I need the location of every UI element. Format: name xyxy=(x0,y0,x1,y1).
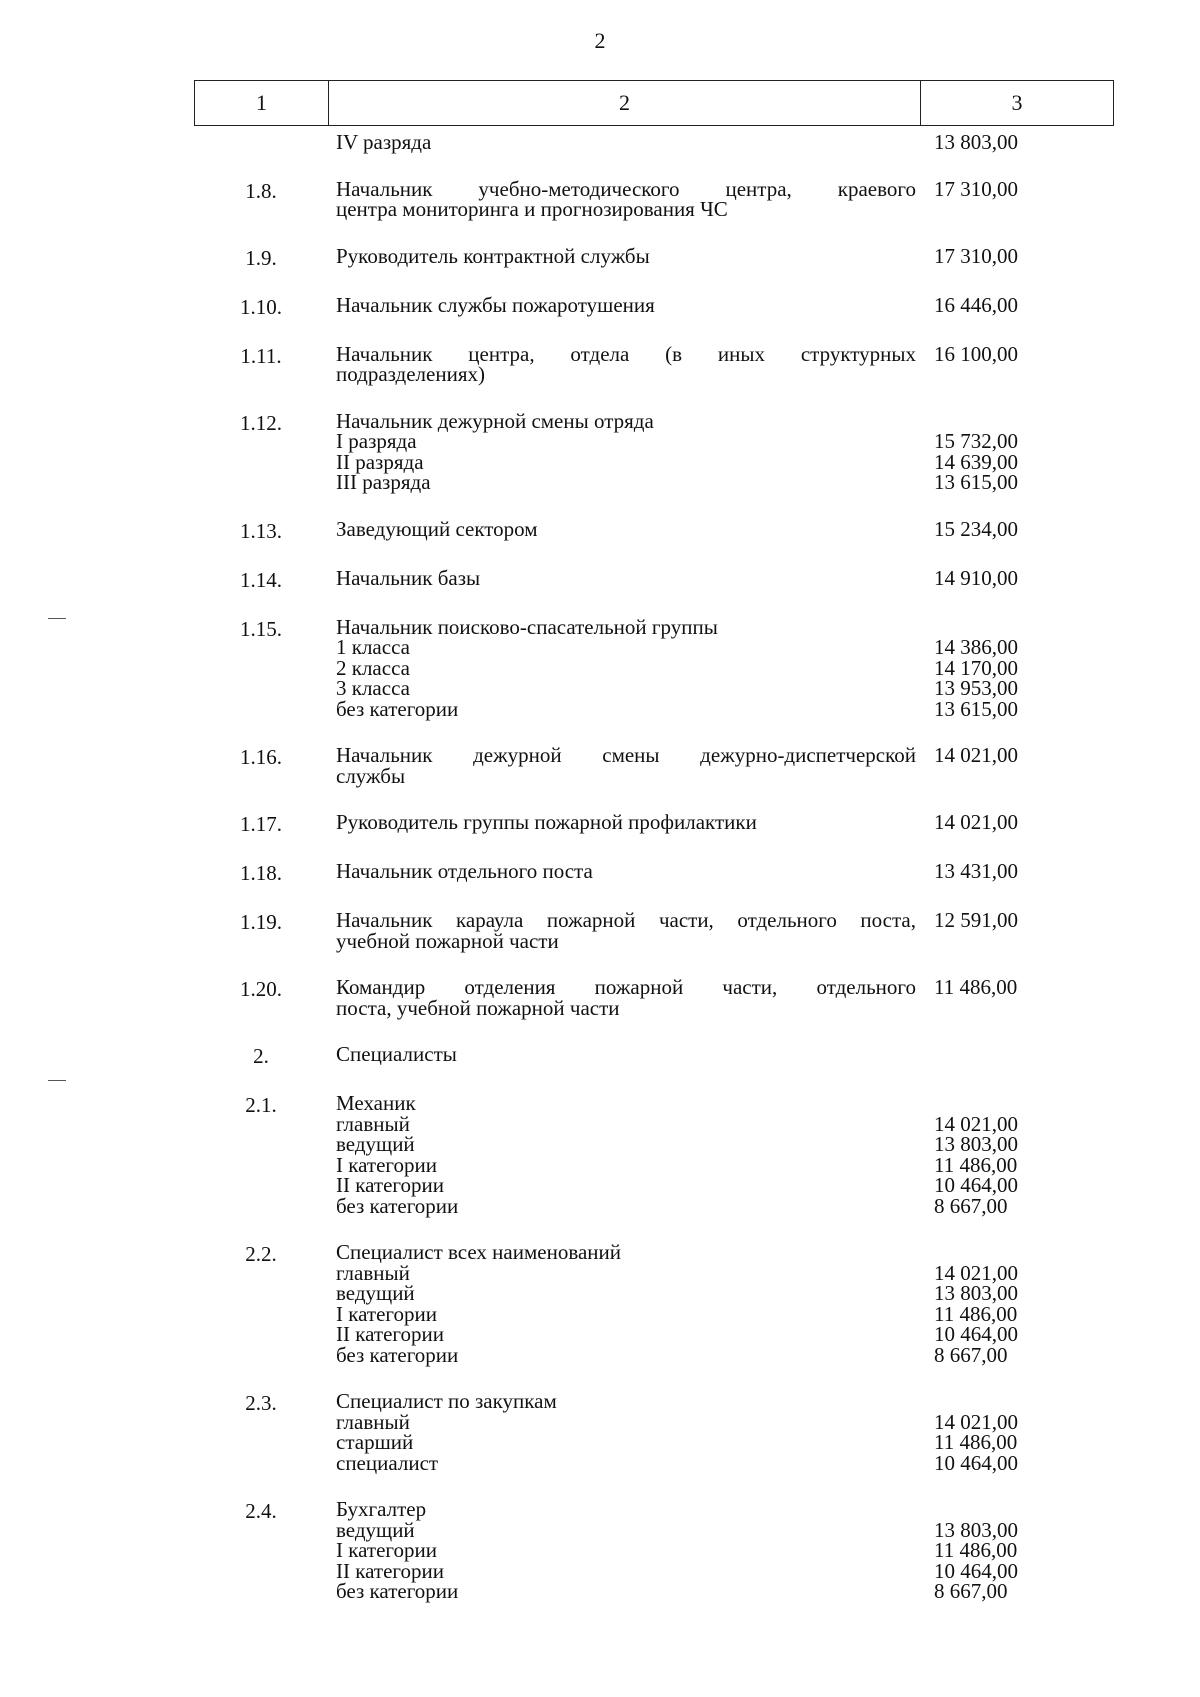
salary-value: 11 486,00 xyxy=(934,1430,1018,1454)
row-line xyxy=(336,743,1018,767)
position-title: Специалист по закупкам xyxy=(336,1389,557,1413)
salary-value: 14 170,00 xyxy=(934,655,1018,680)
row-spacer xyxy=(194,1365,1114,1391)
row-content xyxy=(194,565,1018,591)
salary-value: 17 310,00 xyxy=(934,243,1018,268)
salary-value xyxy=(916,766,934,787)
row-line xyxy=(336,975,1018,999)
table-row xyxy=(194,176,1114,221)
salary-value xyxy=(916,1044,934,1065)
table-row xyxy=(194,243,1114,270)
row-content xyxy=(194,341,1018,386)
table-body xyxy=(194,132,1114,1602)
row-line xyxy=(336,449,1018,474)
row-content xyxy=(194,975,1018,1020)
salary-value: 15 732,00 xyxy=(934,429,1018,453)
row-number: 1.9. xyxy=(245,245,277,270)
position-title: Начальник службы пожаротушения xyxy=(336,292,655,317)
row-content xyxy=(194,859,1018,884)
row-content xyxy=(194,176,1018,221)
position-title: Начальник дежурной смены отряда xyxy=(336,408,654,433)
row-line xyxy=(336,1450,1018,1475)
salary-value: 17 310,00 xyxy=(934,176,1018,201)
row-line xyxy=(336,1260,1018,1285)
position-title: Начальник караула пожарной части, отдельного поста, xyxy=(336,908,916,932)
row-line xyxy=(336,1342,1008,1367)
salary-value: 10 464,00 xyxy=(934,1558,1018,1583)
salary-value xyxy=(916,617,934,638)
salary-value: 14 021,00 xyxy=(934,810,1018,834)
row-line xyxy=(336,364,920,385)
salary-value: 14 021,00 xyxy=(934,1260,1018,1285)
row-spacer xyxy=(194,269,1114,295)
row-content xyxy=(194,243,1018,269)
position-title: IV разряда xyxy=(336,130,432,154)
row-number: 1.18. xyxy=(240,861,282,885)
salary-value: 16 100,00 xyxy=(934,341,1018,366)
row-number: 2.3. xyxy=(245,1391,277,1415)
row-line xyxy=(336,1409,1018,1434)
position-title: ведущий xyxy=(336,1281,415,1305)
salary-value: 15 234,00 xyxy=(934,516,1018,541)
position-title: I категории xyxy=(336,1301,437,1326)
row-number: 2.1. xyxy=(245,1093,277,1117)
table-row xyxy=(194,565,1114,592)
salary-value: 16 446,00 xyxy=(934,292,1018,317)
row-content xyxy=(194,1497,1018,1603)
row-line xyxy=(336,1499,920,1520)
salary-value xyxy=(916,199,934,220)
position-title: Специалисты xyxy=(336,1042,457,1066)
salary-value: 8 667,00 xyxy=(934,1193,1008,1218)
row-number: 1.14. xyxy=(240,567,282,592)
row-number: 1.11. xyxy=(240,343,282,368)
row-line xyxy=(336,696,1018,721)
row-line xyxy=(336,429,1018,453)
row-spacer xyxy=(194,1018,1114,1044)
position-title: Бухгалтер xyxy=(336,1497,427,1521)
table-header xyxy=(194,80,1114,126)
position-title: старший xyxy=(336,1430,414,1454)
position-title: Командир отделения пожарной части, отдельного xyxy=(336,975,916,999)
position-title: Руководитель контрактной службы xyxy=(336,243,650,268)
table-row xyxy=(194,745,1114,786)
row-line xyxy=(336,199,920,220)
row-line xyxy=(336,130,1018,154)
row-spacer xyxy=(194,786,1114,812)
row-line xyxy=(336,1430,1018,1454)
row-line xyxy=(336,408,920,433)
salary-value: 13 803,00 xyxy=(934,1132,1018,1156)
row-spacer xyxy=(194,318,1114,344)
scan-artifact xyxy=(48,618,66,619)
position-title: службы xyxy=(336,763,406,788)
position-title: центра мониторинга и прогнозирования ЧС xyxy=(336,197,728,221)
position-title: II категории xyxy=(336,1558,444,1583)
row-line xyxy=(336,635,1018,659)
table-row xyxy=(194,910,1114,951)
table-row xyxy=(194,1499,1114,1602)
position-title: специалист xyxy=(336,1450,439,1475)
salary-value: 10 464,00 xyxy=(934,1173,1018,1197)
position-title: I разряда xyxy=(336,429,417,453)
position-title: I категории xyxy=(336,1152,437,1177)
row-spacer xyxy=(194,220,1114,246)
position-title: без категории xyxy=(336,1193,459,1218)
position-title: II категории xyxy=(336,1173,444,1197)
salary-value: 11 486,00 xyxy=(934,1152,1018,1177)
table-row xyxy=(194,408,1114,494)
position-title: Начальник отдельного поста xyxy=(336,859,593,883)
row-line xyxy=(336,341,1018,366)
salary-value: 8 667,00 xyxy=(934,1579,1008,1603)
salary-value xyxy=(916,411,934,432)
salary-value xyxy=(916,1093,934,1114)
row-line xyxy=(336,928,920,953)
position-title: главный xyxy=(336,1260,410,1285)
salary-value: 11 486,00 xyxy=(934,975,1018,999)
row-number: 1.12. xyxy=(240,410,282,435)
salary-value: 10 464,00 xyxy=(934,1450,1018,1475)
row-number: 1.17. xyxy=(240,812,282,836)
salary-value: 13 803,00 xyxy=(934,1281,1018,1305)
row-line xyxy=(336,1093,920,1114)
row-content xyxy=(194,130,1018,154)
position-title: подразделениях) xyxy=(336,362,485,386)
row-number: 1.16. xyxy=(240,745,282,769)
row-number: 1.15. xyxy=(240,616,282,641)
row-line xyxy=(336,810,1018,834)
row-line xyxy=(336,859,1018,883)
position-title: учебной пожарной части xyxy=(336,928,559,953)
salary-value xyxy=(916,998,934,1019)
row-spacer xyxy=(194,1067,1114,1093)
row-number: 2.4. xyxy=(245,1499,277,1523)
table-row xyxy=(194,341,1114,386)
salary-value: 11 486,00 xyxy=(934,1301,1018,1326)
row-line xyxy=(336,1132,1018,1156)
salary-value xyxy=(916,931,934,952)
row-spacer xyxy=(194,153,1114,179)
position-title: I категории xyxy=(336,1538,437,1562)
row-content xyxy=(194,1091,1018,1218)
row-content xyxy=(194,810,1018,835)
row-spacer xyxy=(194,835,1114,861)
salary-value: 14 639,00 xyxy=(934,449,1018,474)
table-row xyxy=(194,1391,1114,1473)
page-number: 2 xyxy=(594,28,606,53)
row-line xyxy=(336,565,1018,590)
salary-value: 14 386,00 xyxy=(934,635,1018,659)
table-row xyxy=(194,614,1114,721)
position-title: 2 класса xyxy=(336,655,410,680)
salary-value: 10 464,00 xyxy=(934,1322,1018,1346)
salary-value: 14 021,00 xyxy=(934,1409,1018,1434)
salary-value: 12 591,00 xyxy=(934,908,1018,932)
salary-value: 13 431,00 xyxy=(934,859,1018,883)
salary-value: 13 615,00 xyxy=(934,696,1018,721)
header-col-3: 3 xyxy=(1011,90,1023,115)
salary-value: 8 667,00 xyxy=(934,1342,1008,1367)
row-content xyxy=(194,1240,1018,1367)
table-row xyxy=(194,1044,1114,1067)
position-title: Начальник дежурной смены дежурно-диспетчерской xyxy=(336,743,916,767)
position-title: ведущий xyxy=(336,1132,415,1156)
table-row xyxy=(194,132,1114,153)
row-number: 1.20. xyxy=(240,977,282,1001)
salary-value: 13 953,00 xyxy=(934,676,1018,700)
position-title: главный xyxy=(336,1409,410,1434)
row-line xyxy=(336,1152,1018,1177)
position-title: Начальник поисково-спасательной группы xyxy=(336,614,718,639)
row-spacer xyxy=(194,542,1114,568)
row-line xyxy=(336,1111,1018,1136)
position-title: II категории xyxy=(336,1322,444,1346)
table-row xyxy=(194,292,1114,319)
salary-value: 14 910,00 xyxy=(934,565,1018,590)
salary-value: 13 615,00 xyxy=(934,470,1018,494)
row-line xyxy=(336,763,920,788)
salary-value: 13 803,00 xyxy=(934,1517,1018,1542)
row-number: 1.8. xyxy=(245,178,277,203)
row-line xyxy=(336,243,1018,268)
position-title: Начальник учебно-методического центра, краевого xyxy=(336,176,916,201)
table-row xyxy=(194,1242,1114,1365)
position-title: Механик xyxy=(336,1091,416,1115)
row-content xyxy=(194,908,1018,953)
row-number: 2. xyxy=(253,1044,269,1068)
row-line xyxy=(336,1391,920,1412)
row-line xyxy=(336,1044,920,1065)
row-content xyxy=(194,743,1018,788)
row-line xyxy=(336,655,1018,680)
row-line xyxy=(336,1322,1018,1346)
table-row xyxy=(194,516,1114,543)
position-title: Заведующий сектором xyxy=(336,516,538,541)
row-spacer xyxy=(194,951,1114,977)
position-title: Специалист всех наименований xyxy=(336,1240,621,1264)
row-line xyxy=(336,1579,1008,1603)
row-line xyxy=(336,995,920,1020)
row-spacer xyxy=(194,385,1114,411)
row-line xyxy=(336,1517,1018,1542)
row-content xyxy=(194,408,1018,494)
position-title: поста, учебной пожарной части xyxy=(336,995,620,1020)
row-number: 1.19. xyxy=(240,910,282,934)
row-line xyxy=(336,1173,1018,1197)
row-line xyxy=(336,292,1018,317)
row-line xyxy=(336,1193,1008,1218)
row-number: 1.13. xyxy=(240,518,282,543)
position-title: III разряда xyxy=(336,470,431,494)
position-title: Начальник базы xyxy=(336,565,481,590)
row-spacer xyxy=(194,493,1114,519)
row-content xyxy=(194,516,1018,542)
header-col-2: 2 xyxy=(329,81,921,125)
salary-value xyxy=(916,1391,934,1412)
position-title: без категории xyxy=(336,696,459,721)
position-title: без категории xyxy=(336,1342,459,1367)
row-line xyxy=(336,676,1018,700)
row-content xyxy=(194,614,1018,721)
salary-value xyxy=(916,1242,934,1263)
salary-value: 13 803,00 xyxy=(934,130,1018,154)
table-row xyxy=(194,861,1114,884)
row-content xyxy=(194,292,1018,318)
row-line xyxy=(336,1538,1018,1562)
row-line xyxy=(336,614,920,639)
position-title: II разряда xyxy=(336,449,424,474)
table-row xyxy=(194,977,1114,1018)
row-line xyxy=(336,1301,1018,1326)
row-line xyxy=(336,908,1018,932)
row-number: 1.10. xyxy=(240,294,282,319)
scan-artifact xyxy=(48,1080,66,1081)
row-line xyxy=(336,1242,920,1263)
position-title: Начальник центра, отдела (в иных структурных xyxy=(336,341,916,366)
header-col-1: 1 xyxy=(195,81,329,125)
position-title: ведущий xyxy=(336,1517,415,1542)
table-row xyxy=(194,1093,1114,1216)
salary-value: 14 021,00 xyxy=(934,743,1018,767)
position-title: 1 класса xyxy=(336,635,410,659)
position-title: главный xyxy=(336,1111,410,1136)
table-row xyxy=(194,812,1114,835)
salary-value: 11 486,00 xyxy=(934,1538,1018,1562)
row-spacer xyxy=(194,884,1114,910)
row-content xyxy=(194,1044,920,1067)
row-spacer xyxy=(194,591,1114,617)
salary-value xyxy=(916,1499,934,1520)
row-line xyxy=(336,1558,1018,1583)
row-line xyxy=(336,1281,1018,1305)
row-line xyxy=(336,516,1018,541)
position-title: Руководитель группы пожарной профилактики xyxy=(336,810,757,834)
row-number: 2.2. xyxy=(245,1242,277,1266)
row-line xyxy=(336,470,1018,494)
row-content xyxy=(194,1389,1018,1475)
row-spacer xyxy=(194,719,1114,745)
row-line xyxy=(336,176,1018,201)
row-spacer xyxy=(194,1216,1114,1242)
position-title: без категории xyxy=(336,1579,459,1603)
row-spacer xyxy=(194,1473,1114,1499)
position-title: 3 класса xyxy=(336,676,410,700)
salary-value xyxy=(916,364,934,385)
salary-value: 14 021,00 xyxy=(934,1111,1018,1136)
